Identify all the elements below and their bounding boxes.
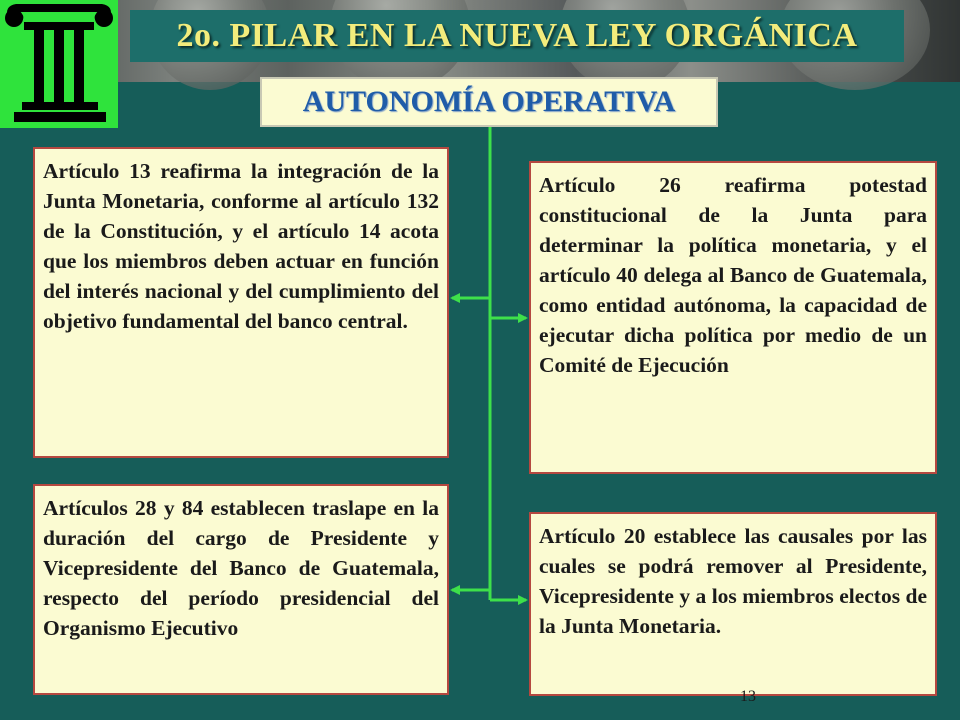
section-subtitle: AUTONOMÍA OPERATIVA xyxy=(302,85,676,118)
article-26-card: Artículo 26 reafirma potestad constitucional de la Junta para determinar la política monetaria, y el artículo 40 delega al Banco de Guatemala, como entidad autónoma, la capacidad de ejecutar dicha política por medio de un Comité de Ejecución xyxy=(529,161,937,474)
articles-28-84-card: Artículos 28 y 84 establecen traslape en la duración del cargo de Presidente y Vicepresidente del Banco de Guatemala, respecto del período presidencial del Organismo Ejecutivo xyxy=(33,484,449,695)
article-20-card: Artículo 20 establece las causales por las cuales se podrá remover al Presidente, Vicepresidente y a los miembros electos de la Junta Monetaria. xyxy=(529,512,937,696)
article-13-card: Artículo 13 reafirma la integración de la Junta Monetaria, conforme al artículo 132 de la Constitución, y el artículo 14 acota que los miembros deben actuar en función del interés nacional y del cumplimiento del objetivo fundamental del banco central. xyxy=(33,147,449,458)
page-number: 13 xyxy=(740,688,756,705)
page-title: 2o. PILAR EN LA NUEVA LEY ORGÁNICA xyxy=(176,17,858,54)
